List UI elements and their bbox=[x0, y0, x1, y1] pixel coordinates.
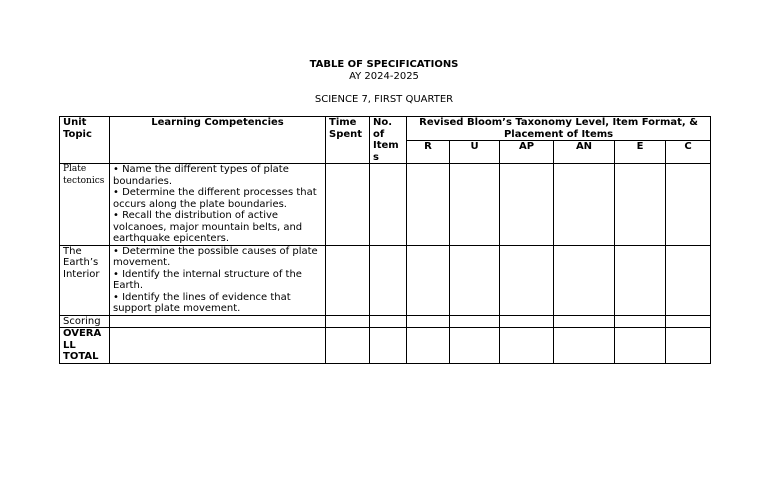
specifications-table bbox=[59, 116, 711, 364]
bloom-level-u: U bbox=[450, 141, 500, 164]
bloom-cell bbox=[500, 164, 554, 246]
unit-topic-cell: The Earth’s Interior bbox=[60, 245, 110, 315]
competency-item: • Identify the lines of evidence that support plate movement. bbox=[113, 291, 291, 314]
number-of-items-header: No. of Item s bbox=[370, 117, 407, 164]
subject-quarter: SCIENCE 7, FIRST QUARTER bbox=[314, 94, 454, 105]
table-row bbox=[60, 245, 711, 315]
bloom-cell bbox=[407, 164, 450, 246]
bloom-level-r: R bbox=[407, 141, 450, 164]
bloom-taxonomy-header: Revised Bloom’s Taxonomy Level, Item Format, & Placement of Items bbox=[407, 117, 711, 141]
items-cell bbox=[370, 164, 407, 246]
competency-item: • Determine the different processes that occurs along the plate boundaries. bbox=[113, 187, 317, 210]
time-spent-header: Time Spent bbox=[326, 117, 370, 164]
learning-competencies-header: Learning Competencies bbox=[110, 117, 326, 164]
competencies-cell bbox=[110, 164, 326, 246]
overall-total-label: OVERA LL TOTAL bbox=[60, 328, 110, 364]
overall-total-row bbox=[60, 328, 711, 364]
time-spent-cell bbox=[326, 245, 370, 315]
unit-topic-header: Unit Topic bbox=[60, 117, 110, 164]
document-title: TABLE OF SPECIFICATIONS bbox=[309, 59, 459, 70]
scoring-label: Scoring bbox=[60, 315, 110, 328]
time-spent-cell bbox=[326, 164, 370, 246]
bloom-cell bbox=[554, 164, 615, 246]
bloom-cell bbox=[554, 245, 615, 315]
bloom-level-ap: AP bbox=[500, 141, 554, 164]
scoring-row bbox=[60, 315, 711, 328]
academic-year: AY 2024-2025 bbox=[349, 71, 419, 82]
bloom-level-an: AN bbox=[554, 141, 615, 164]
bloom-cell bbox=[500, 245, 554, 315]
competency-item: • Name the different types of plate boundaries. bbox=[113, 164, 289, 187]
items-cell bbox=[370, 245, 407, 315]
bloom-cell bbox=[407, 245, 450, 315]
unit-topic-cell: Plate tectonics bbox=[60, 164, 110, 246]
competency-item: • Determine the possible causes of plate movement. bbox=[113, 245, 318, 268]
bloom-cell bbox=[450, 245, 500, 315]
competencies-cell bbox=[110, 245, 326, 315]
bloom-cell bbox=[666, 245, 711, 315]
bloom-cell bbox=[450, 164, 500, 246]
bloom-level-e: E bbox=[615, 141, 666, 164]
bloom-cell bbox=[666, 164, 711, 246]
bloom-cell bbox=[615, 164, 666, 246]
bloom-cell bbox=[615, 245, 666, 315]
competency-item: • Identify the internal structure of the Earth. bbox=[113, 268, 302, 291]
competency-item: • Recall the distribution of active volcanoes, major mountain belts, and earthquake epicenters. bbox=[113, 210, 303, 244]
table-row bbox=[60, 164, 711, 246]
header-row-1 bbox=[60, 117, 711, 141]
bloom-level-c: C bbox=[666, 141, 711, 164]
